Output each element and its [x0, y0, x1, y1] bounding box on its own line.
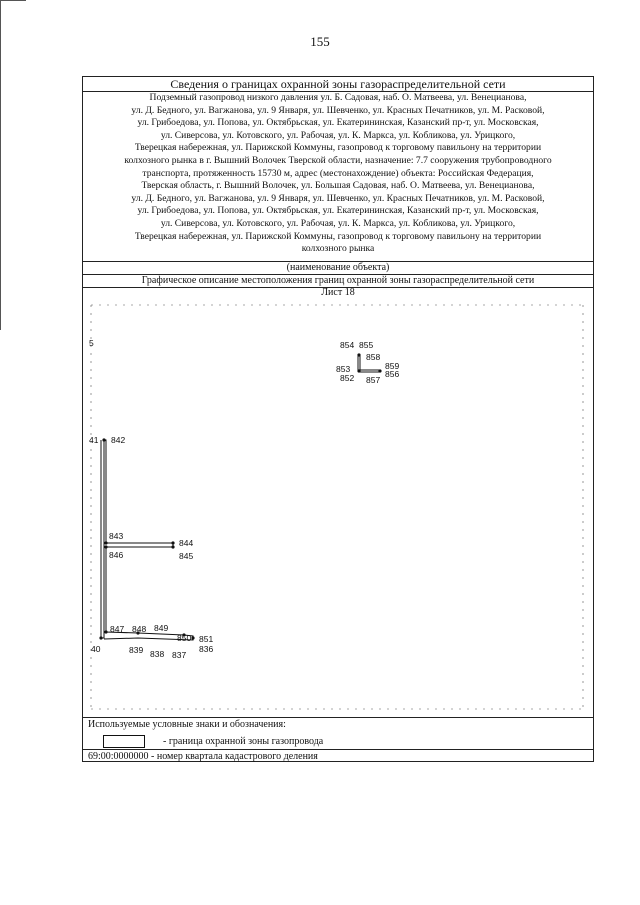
- description-line: Подземный газопровод низкого давления ул. Б. Садовая, наб. О. Матвеева, ул. Венецианова,: [149, 92, 527, 103]
- point-label-845: 845: [179, 551, 194, 561]
- point-label-858: 858: [366, 352, 381, 362]
- boundary-point: [191, 636, 194, 639]
- boundary-point: [171, 541, 174, 544]
- description-line: ул. Д. Бедного, ул. Вагжанова, ул. 9 Января, ул. Шевченко, ул. Красных Печатников, ул. М. Расковой,: [131, 104, 545, 116]
- legend-boundary-text: - граница охранной зоны газопровода: [163, 736, 324, 747]
- point-label-842: 842: [111, 435, 126, 445]
- boundary-point: [104, 545, 107, 548]
- boundary-point: [102, 438, 105, 441]
- boundary-point: [357, 353, 360, 356]
- point-label-844: 844: [179, 538, 194, 548]
- description-line: ул. Д. Бедного, ул. Вагжанова, ул. 9 Января, ул. Шевченко, ул. Красных Печатников, ул. М. Расковой,: [131, 192, 545, 204]
- description-line: ул. Сиверсова, ул. Котовского, ул. Рабочая, ул. К. Маркса, ул. Кобликова, ул. Урицкого,: [160, 217, 516, 229]
- point-label-850: 850: [177, 633, 192, 643]
- point-label-843: 843: [109, 531, 124, 541]
- description-line: Тверецкая набережная, ул. Парижской Коммуны, газопровод к торговому павильону на территории: [134, 230, 542, 242]
- point-label-847: 847: [110, 624, 125, 634]
- description-line: колхозного рынка в г. Вышний Волочек Тверской области, назначение: 7.7 сооружения трубопроводного: [124, 154, 552, 166]
- point-label-41: 41: [89, 435, 99, 445]
- sheet-label: Лист 18: [321, 287, 355, 298]
- boundary-point: [357, 369, 360, 372]
- description-line: транспорта, протяженность 15730 м, адрес (местонахождение) объекта: Российская Федерация,: [142, 167, 534, 179]
- point-label-856: 856: [385, 369, 400, 379]
- boundary-point: [99, 636, 102, 639]
- object-description: [87, 92, 589, 256]
- point-label-854: 854: [340, 340, 355, 350]
- divider: [83, 717, 593, 718]
- description-line: ул. Сиверсова, ул. Котовского, ул. Рабочая, ул. К. Маркса, ул. Кобликова, ул. Урицкого,: [160, 129, 516, 141]
- point-label-851: 851: [199, 634, 214, 644]
- boundary-point: [171, 545, 174, 548]
- description-line: ул. Грибоедова, ул. Попова, ул. Октябрьская, ул. Екатерининская, Казанский пр-т, ул. Московская,: [137, 117, 539, 129]
- description-line: Тверская область, г. Вышний Волочек, ул. Большая Садовая, наб. О. Матвеева, ул. Венецианова,: [141, 180, 535, 192]
- point-label-846: 846: [109, 550, 124, 560]
- point-label-849: 849: [154, 623, 169, 633]
- section-title: Сведения о границах охранной зоны газораспределительной сети: [83, 77, 593, 92]
- info-frame: [82, 76, 594, 762]
- point-label-839: 839: [129, 645, 144, 655]
- scan-margin-line: [0, 0, 1, 330]
- page-number: 155: [310, 34, 330, 49]
- legend-title: Используемые условные знаки и обозначения:: [88, 719, 286, 730]
- boundary-drawing: [83, 299, 593, 715]
- point-label-848: 848: [132, 624, 147, 634]
- scan-margin-line: [0, 0, 26, 1]
- point-label-852: 852: [340, 373, 355, 383]
- point-label-857: 857: [366, 375, 381, 385]
- point-label-855: 855: [359, 340, 374, 350]
- point-label-853: 853: [336, 364, 351, 374]
- boundary-point: [104, 630, 107, 633]
- legend-quarter-text: 69:00:0000000 - номер квартала кадастрового деления: [88, 751, 318, 762]
- boundary-point: [378, 369, 381, 372]
- description-line: ул. Грибоедова, ул. Попова, ул. Октябрьская, ул. Екатерининская, Казанский пр-т, ул. Московская,: [137, 205, 539, 217]
- zone-boundary-top-right: [359, 370, 380, 372]
- point-label-859: 859: [385, 361, 400, 371]
- point-label-838: 838: [150, 649, 165, 659]
- boundary-point: [104, 541, 107, 544]
- graphic-title: Графическое описание местоположения границ охранной зоны газораспределительной сети: [141, 275, 535, 286]
- description-line: Тверецкая набережная, ул. Парижской Коммуны, газопровод к торговому павильону на территории: [134, 142, 542, 154]
- point-label-40: 40: [91, 644, 101, 654]
- point-label-5: 5: [89, 338, 94, 348]
- legend-boundary-symbol: [103, 735, 145, 748]
- object-caption: (наименование объекта): [286, 262, 390, 273]
- description-line: колхозного рынка: [301, 243, 375, 255]
- divider: [83, 749, 593, 750]
- point-label-836: 836: [199, 644, 214, 654]
- point-label-837: 837: [172, 650, 187, 660]
